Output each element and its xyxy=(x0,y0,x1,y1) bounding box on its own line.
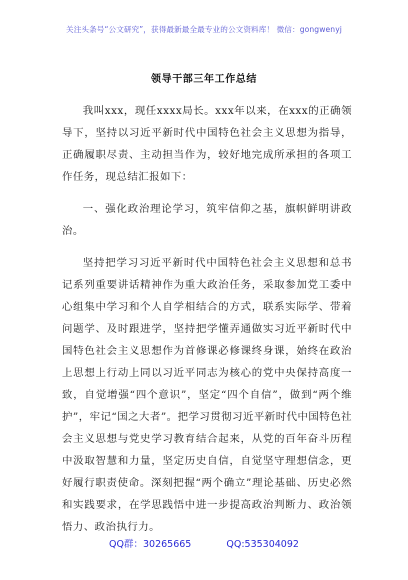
intro-paragraph: 我叫xxx，现任xxxx局长。xxx年以来，在xxx的正确领导下，坚持以习近平新时代中国特色社会主义思想为指导，正确履职尽责、主动担当作为，较好地完成所承担的各项工作任务，现总结汇报如下： xyxy=(62,105,352,183)
qq-group-text: QQ群：30265665 xyxy=(109,539,192,550)
header-banner: 关注头条号“公文研究”，获得最新最全最专业的公文资料库！ 微信：gongwenyj xyxy=(66,25,342,34)
qq-number-text: QQ:535304092 xyxy=(226,539,299,550)
document-title: 领导干部三年工作总结 xyxy=(151,74,257,85)
document-body xyxy=(62,100,352,538)
body-paragraph: 坚持把学习习近平新时代中国特色社会主义思想和总书记系列重要讲话精神作为重大政治任务，采取参加党工委中心组集中学习和个人自学相结合的方式，联系实际学、带着问题学、及时跟进学，坚持把学懂弄通做实习近平新时代中国特色社会主义思想作为首修课必修课终身课，始终在政治上思想上行动上同以习近平同志为核心的党中央保持高度一致，自觉增强“四个意识”，坚定“四个自信”，做到“两个维护”，牢记“国之大者”。把学习贯彻习近平新时代中国特色社会主义思想与党史学习教育结合起来，从党的百年奋斗历程中汲取智慧和力量，坚定历史自信，自觉坚守理想信念，更好履行职责使命。深刻把握“两个确立”理论基础、历史必然和实践要求，在学思践悟中进一步提高政治判断力、政治领悟力、政治执行力。 xyxy=(62,257,352,533)
section-heading: 一、强化政治理论学习，筑牢信仰之基，旗帜鲜明讲政治。 xyxy=(62,203,352,237)
footer-banner xyxy=(0,536,408,550)
